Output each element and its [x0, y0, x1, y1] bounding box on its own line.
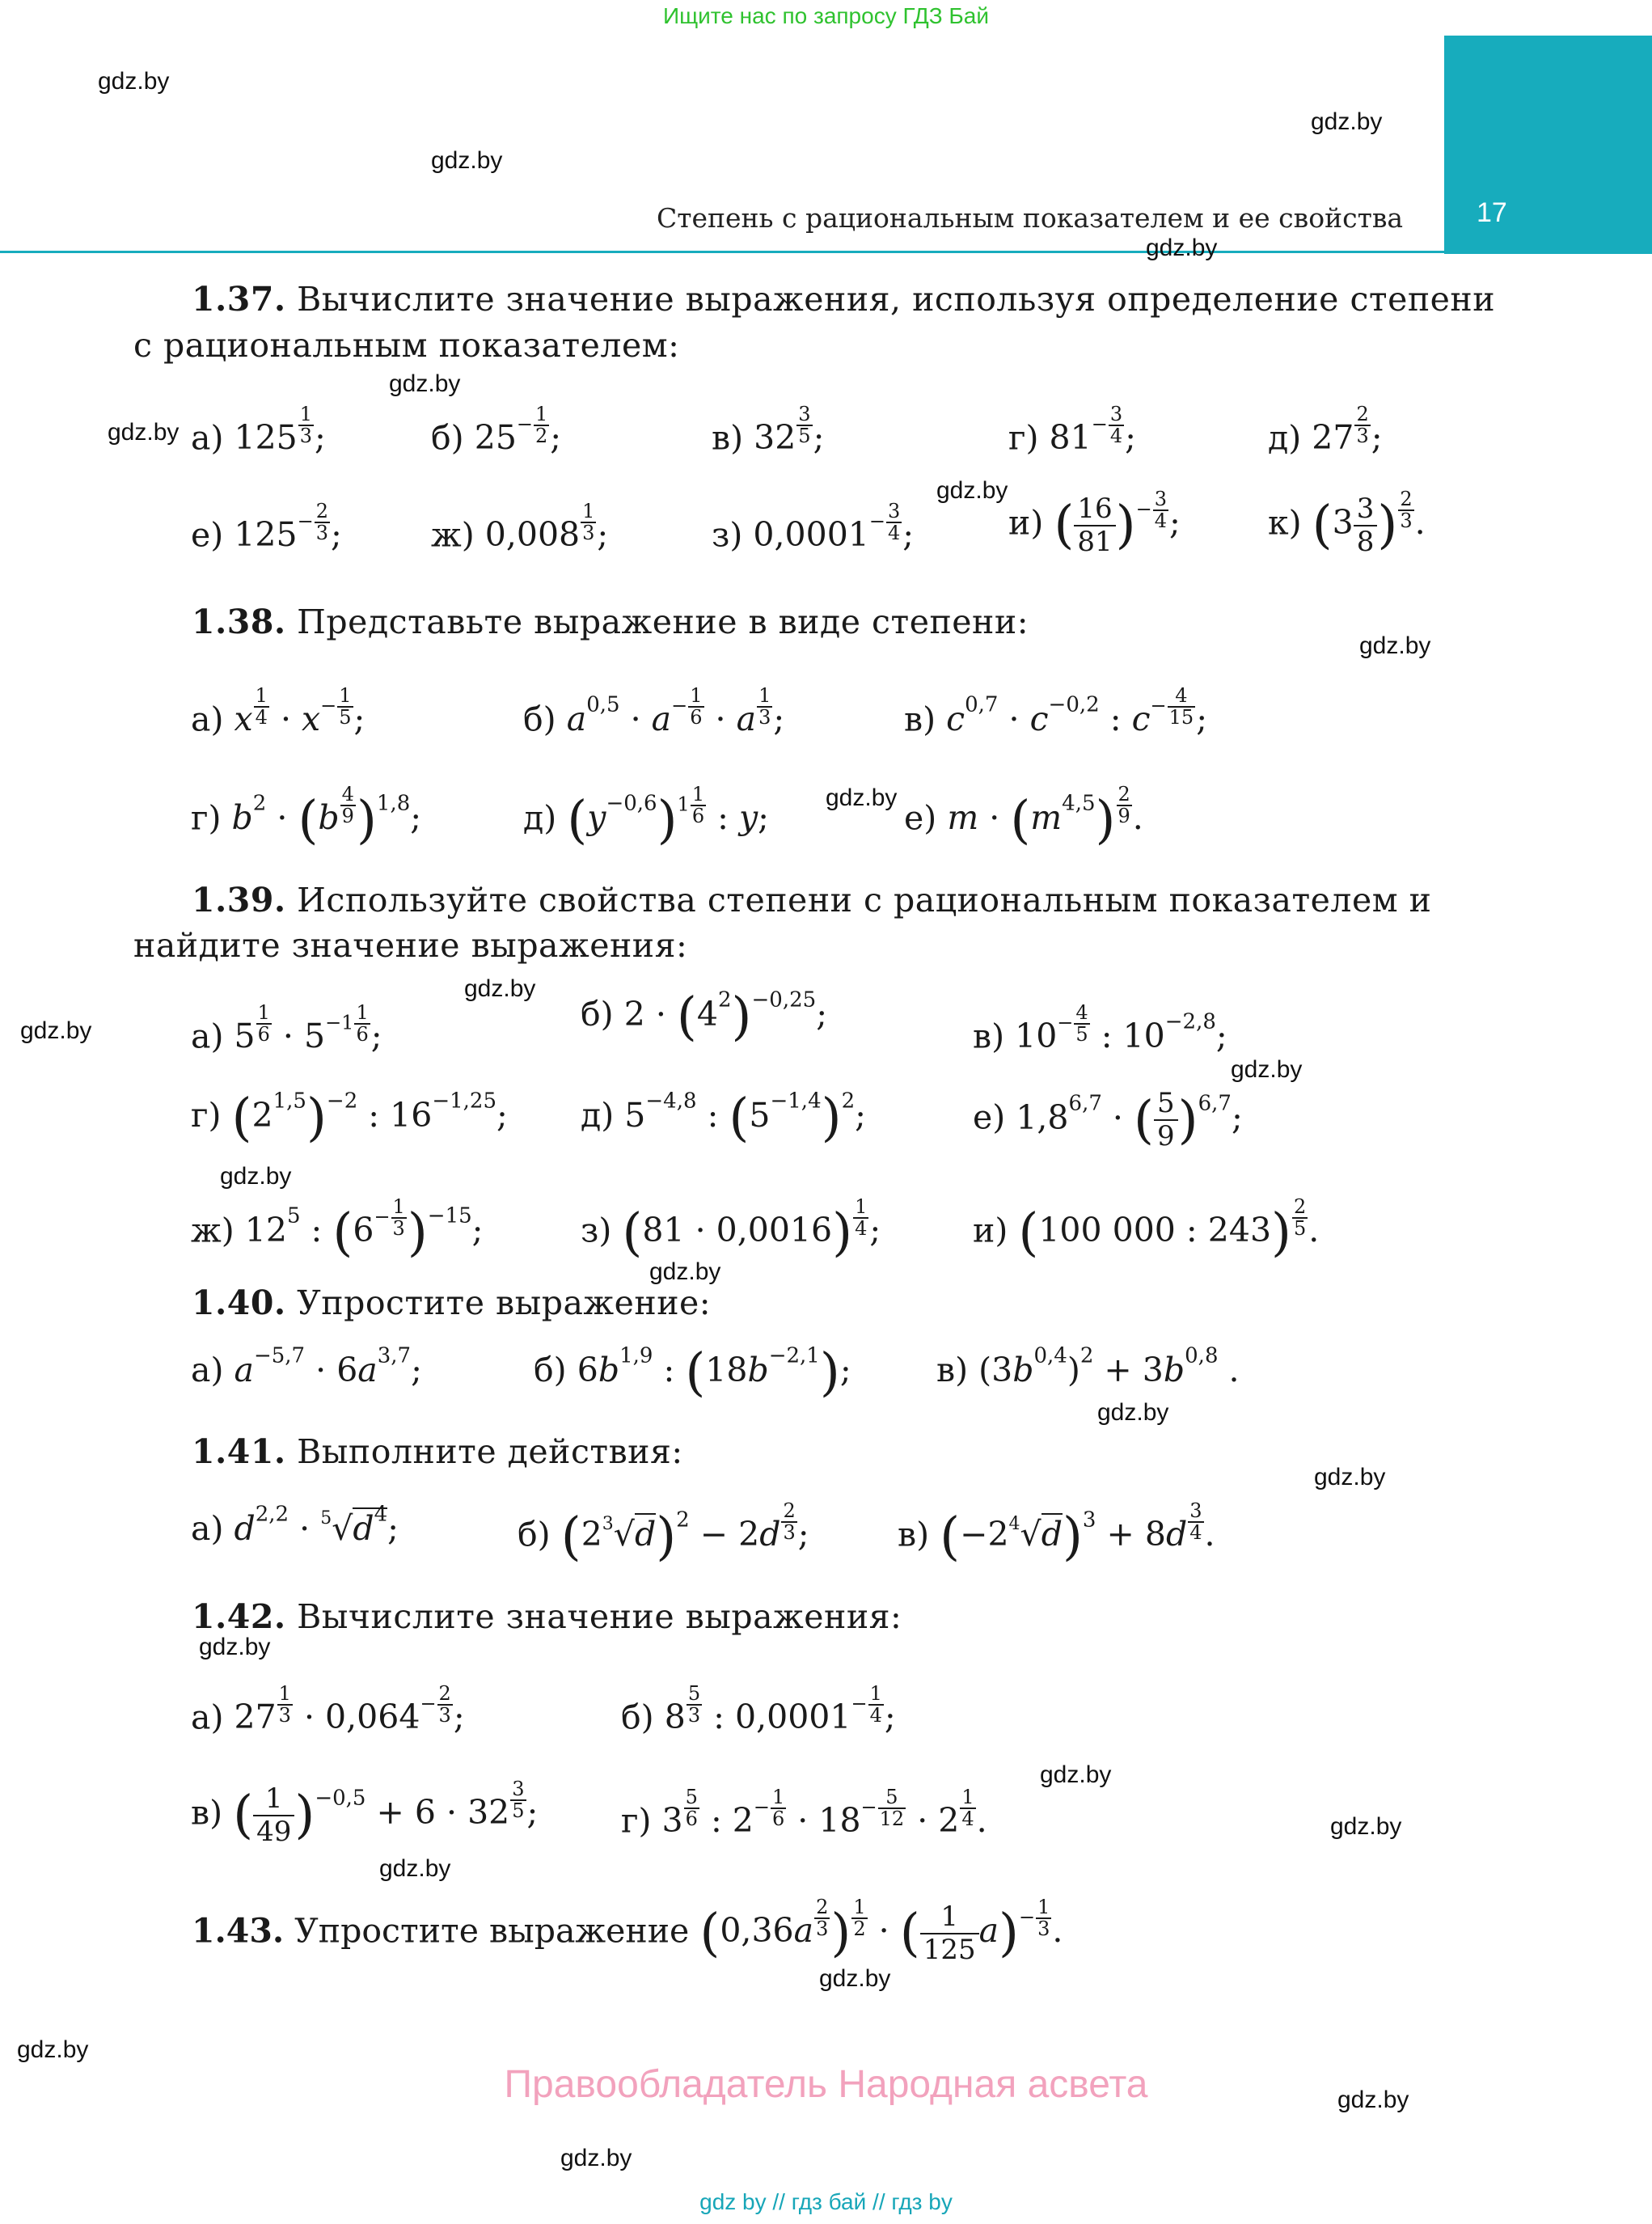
watermark: gdz.by — [560, 2145, 632, 2171]
expression-row: е) $m \cdot (m^{4,5})$ $\frac{2}{9}$ . — [904, 783, 1143, 851]
expression-row: а) 27 $\frac{1}{3}$ · 0,064− $\frac{2}{3}$ ; — [191, 1682, 465, 1737]
watermark: gdz.by — [1311, 108, 1383, 135]
expression-row: в) $(-2^4√d)^3 + 8d$ $\frac{3}{4}$ . — [898, 1499, 1215, 1567]
expression-row: ж) 0,008 $\frac{1}{3}$ ; — [431, 500, 609, 555]
expression-row: б) $2 \cdot (4^2)^{-0,25}$; — [581, 987, 828, 1047]
expression-row: к) (3 $\frac{3}{8}$ ) $\frac{2}{3}$ . — [1268, 488, 1426, 558]
problem-text: Упростите выражение — [284, 1911, 690, 1951]
problem-text: Представьте выражение в виде степени: — [285, 603, 1029, 641]
watermark: gdz.by — [431, 147, 503, 174]
watermark: gdz.by — [1337, 2087, 1409, 2113]
problem-1-39-line2: найдите значение выражения: — [133, 926, 688, 965]
expression-row: в) ( $\frac{1}{49}$ )$^{-0,5}$ + 6 · 32 $\frac{3}{5}$ ; — [191, 1778, 539, 1848]
watermark: gdz.by — [936, 477, 1008, 504]
watermark: gdz.by — [17, 2036, 89, 2063]
expression-row: д) $(y^{-0,6})1$ $\frac{1}{6}$ : y; — [523, 783, 769, 851]
problem-text: Вычислите значение выражения, используя определение степени — [285, 280, 1496, 319]
problem-1-43: 1.43. Упростите выражение (0,36a $\frac{2}{3}$ ) $\frac{1}{2}$ · ( $\frac{1}{125}$ a)− $\frac{1}{3}$ . — [192, 1896, 1063, 1966]
watermark: gdz.by — [1231, 1056, 1303, 1083]
header-rule — [0, 251, 1444, 253]
problem-number: 1.37. — [192, 280, 286, 319]
watermark: gdz.by — [464, 975, 536, 1002]
expression-row: г) $(2^{1,5})^{-2}$ : $16^{-1,25}$; — [191, 1088, 508, 1148]
expression-row: г) 81− $\frac{3}{4}$ ; — [1008, 403, 1136, 458]
expression-row: ж) $12^5$ : (6− $\frac{1}{3}$ )$^{-15}$; — [191, 1195, 484, 1263]
expression-row: в) 10− $\frac{4}{5}$ : $10^{-2,8}$; — [973, 1001, 1227, 1056]
expression-row: а) 125 $\frac{1}{3}$ ; — [191, 403, 326, 458]
watermark: gdz.by — [1330, 1813, 1402, 1840]
expression-row: в) $c^{0,7} \cdot c^{-0,2}$ : c− $\frac{4}{15}$ ; — [904, 684, 1208, 739]
expression-row: а) 5 $\frac{1}{6}$ · 5−1 $\frac{1}{6}$ ; — [191, 1001, 382, 1056]
watermark: gdz.by — [220, 1163, 292, 1190]
expression-row: в) 32 $\frac{3}{5}$ ; — [712, 403, 825, 458]
problem-number: 1.43. — [192, 1911, 285, 1951]
expression-row: б) 25− $\frac{1}{2}$ ; — [431, 403, 562, 458]
problem-1-40 — [192, 1279, 711, 1326]
problem-1-41 — [192, 1428, 683, 1475]
rights-holder-notice: Правообладатель Народная асвета — [504, 2063, 1148, 2106]
expression-row: и) (100 000 : 243) $\frac{2}{5}$ . — [973, 1195, 1320, 1263]
expression-row: а) $a^{-5,7} \cdot 6a^{3,7}$; — [191, 1343, 422, 1389]
problem-1-38 — [192, 598, 1029, 645]
problem-1-37-line1 — [192, 276, 1495, 323]
watermark: gdz.by — [1040, 1761, 1112, 1788]
problem-1-42 — [192, 1593, 902, 1640]
expression-row: д) 27 $\frac{2}{3}$ ; — [1268, 403, 1383, 458]
expression-row: а) $d^{2,2} \cdot ^5√d^4$; — [191, 1502, 399, 1548]
problem-number: 1.39. — [192, 881, 286, 920]
top-banner[interactable]: Ищите нас по запросу ГДЗ Бай — [662, 3, 990, 28]
expression-row: б) $(2^3√d)^2 - 2d$ $\frac{2}{3}$ ; — [518, 1499, 809, 1567]
problem-number: 1.38. — [192, 603, 286, 641]
expression-row: е) $1,8^{6,7}$ · ( $\frac{5}{9}$ )$^{6,7}$; — [973, 1087, 1243, 1153]
watermark: gdz.by — [389, 370, 461, 397]
watermark: gdz.by — [20, 1017, 92, 1044]
expression-row: г) $b^2 \cdot (b$ $\frac{4}{9}$ )$^{1,8}$; — [191, 783, 422, 851]
problem-number: 1.41. — [192, 1432, 286, 1471]
watermark: gdz.by — [379, 1855, 451, 1882]
expression-row: б) $a^{0,5} \cdot a-$ $\frac{1}{6}$ · a $\frac{1}{3}$ ; — [523, 684, 785, 739]
watermark: gdz.by — [98, 68, 170, 95]
expression-row: а) x $\frac{1}{4}$ · x− $\frac{1}{5}$ ; — [191, 684, 365, 739]
expression-row: б) $6b^{1,9}$ : $(18b^{-2,1})$; — [534, 1342, 851, 1403]
expression-row: г) 3 $\frac{5}{6}$ : 2− $\frac{1}{6}$ · 18− $\frac{5}{12}$ · 2 $\frac{1}{4}$ . — [621, 1786, 987, 1841]
watermark: gdz.by — [1146, 235, 1218, 261]
expression-row: б) 8 $\frac{5}{3}$ : 0,0001− $\frac{1}{4}$ ; — [621, 1682, 896, 1737]
problem-text: Вычислите значение выражения: — [285, 1597, 902, 1636]
problem-text: Используйте свойства степени с рациональным показателем и — [285, 881, 1432, 920]
watermark: gdz.by — [1359, 632, 1431, 659]
problem-number: 1.40. — [192, 1283, 286, 1322]
expression-row: в) $(3b^{0,4})^2 + 3b^{0,8}$ . — [936, 1343, 1240, 1389]
expression-row: з) (81 · 0,0016) $\frac{1}{4}$ ; — [581, 1195, 881, 1263]
watermark: gdz.by — [199, 1634, 271, 1660]
expression-row: и) ( $\frac{16}{81}$ )− $\frac{3}{4}$ ; — [1008, 488, 1181, 558]
problem-text: Упростите выражение: — [285, 1283, 712, 1322]
watermark: gdz.by — [826, 784, 898, 811]
problem-1-39-line1 — [192, 877, 1431, 924]
watermark: gdz.by — [1314, 1464, 1386, 1490]
problem-1-37-line2: с рациональным показателем: — [133, 326, 680, 365]
problem-number: 1.42. — [192, 1597, 286, 1636]
running-header-title: Степень с рациональным показателем и ее свойства — [657, 202, 1404, 234]
bottom-links[interactable]: gdz by // гдз бай // гдз by — [699, 2189, 953, 2214]
watermark: gdz.by — [1097, 1399, 1169, 1426]
expression-row: е) 125− $\frac{2}{3}$ ; — [191, 500, 342, 555]
watermark: gdz.by — [649, 1258, 721, 1285]
page-number: 17 — [1477, 197, 1507, 228]
watermark: gdz.by — [819, 1965, 891, 1992]
watermark: gdz.by — [108, 419, 180, 446]
expression-row: д) $5^{-4,8}$ : $(5^{-1,4})^2$; — [581, 1088, 866, 1148]
problem-text: Выполните действия: — [285, 1432, 683, 1471]
page-number-tab — [1444, 36, 1652, 254]
expression-row: з) 0,0001− $\frac{3}{4}$ ; — [712, 500, 915, 555]
